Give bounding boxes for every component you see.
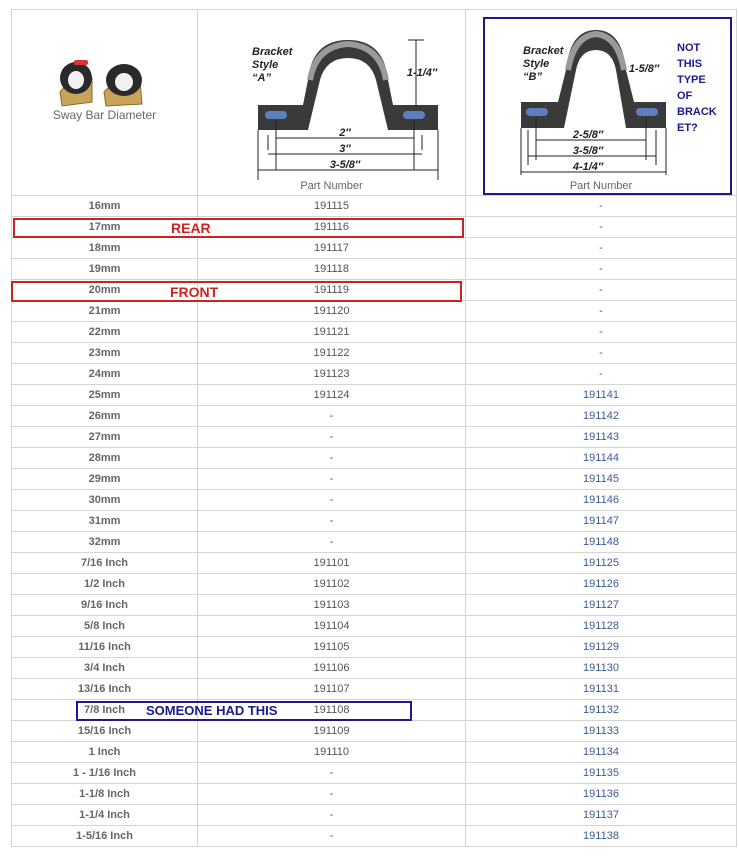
diameter-cell: 1-5/16 Inch	[12, 826, 198, 847]
table-row	[12, 637, 737, 658]
table-row	[12, 259, 737, 280]
table-row	[12, 805, 737, 826]
bracket-b-part-cell: 191142	[466, 406, 737, 427]
table-row	[12, 763, 737, 784]
bracket-b-part-cell: 191131	[466, 679, 737, 700]
bracket-b-title-1: Bracket	[523, 45, 564, 57]
table-row	[12, 553, 737, 574]
bracket-b-part-cell: 191136	[466, 784, 737, 805]
bracket-b-part-cell: -	[466, 343, 737, 364]
diameter-cell: 17mm	[12, 217, 198, 238]
diameter-cell: 11/16 Inch	[12, 637, 198, 658]
bracket-a-part-cell: -	[198, 763, 466, 784]
diameter-cell: 1/2 Inch	[12, 574, 198, 595]
table-row	[12, 700, 737, 721]
bracket-b-part-cell: 191128	[466, 616, 737, 637]
bracket-b-part-cell: 191135	[466, 763, 737, 784]
bracket-b-part-cell: -	[466, 196, 737, 217]
diameter-cell: 32mm	[12, 532, 198, 553]
table-row	[12, 616, 737, 637]
diameter-cell: 27mm	[12, 427, 198, 448]
bracket-b-part-cell: -	[466, 322, 737, 343]
bracket-a-title-3: “A”	[252, 72, 271, 84]
someone-annotation: SOMEONE HAD THIS	[146, 703, 278, 718]
bracket-a-part-cell: 191108	[198, 700, 466, 721]
bracket-a-part-cell: 191116	[198, 217, 466, 238]
bracket-a-part-cell: -	[198, 427, 466, 448]
note-line-3: TYPE	[677, 74, 706, 86]
bracket-a-part-cell: 191106	[198, 658, 466, 679]
bracket-b-title-2: Style	[523, 58, 550, 70]
bracket-b-part-cell: -	[466, 364, 737, 385]
bracket-style-a-diagram	[198, 10, 465, 180]
note-line-2: THIS	[677, 58, 703, 70]
note-line-5: BRACK	[677, 106, 717, 118]
table-body	[12, 196, 737, 847]
bracket-a-part-cell: 191107	[198, 679, 466, 700]
table-row	[12, 826, 737, 847]
bracket-a-part-cell: -	[198, 448, 466, 469]
bracket-a-height-label: 1-1/4″	[406, 67, 438, 79]
bracket-b-part-cell: 191132	[466, 700, 737, 721]
bracket-a-part-cell: -	[198, 511, 466, 532]
diameter-cell: 20mm	[12, 280, 198, 301]
diameter-cell: 28mm	[12, 448, 198, 469]
diameter-cell: 1-1/4 Inch	[12, 805, 198, 826]
note-line-1: NOT	[677, 42, 701, 54]
note-line-4: OF	[677, 90, 693, 102]
diameter-cell: 7/8 Inch	[12, 700, 198, 721]
diameter-cell: 7/16 Inch	[12, 553, 198, 574]
bracket-b-part-cell: 191146	[466, 490, 737, 511]
bracket-a-part-cell: 191120	[198, 301, 466, 322]
table-row	[12, 574, 737, 595]
rear-annotation: REAR	[171, 220, 211, 236]
bracket-b-part-cell: -	[466, 238, 737, 259]
bracket-b-part-cell: 191125	[466, 553, 737, 574]
diameter-cell: 16mm	[12, 196, 198, 217]
bracket-a-part-cell: 191118	[198, 259, 466, 280]
diameter-cell: 13/16 Inch	[12, 679, 198, 700]
diameter-cell: 21mm	[12, 301, 198, 322]
bracket-a-dim-3: 3-5/8″	[329, 159, 361, 171]
bracket-b-part-cell: 191137	[466, 805, 737, 826]
bracket-b-part-cell: -	[466, 301, 737, 322]
bracket-b-part-cell: 191134	[466, 742, 737, 763]
header-bracket-a-cell	[198, 10, 466, 196]
part-number-label-a: Part Number	[300, 180, 363, 192]
diameter-cell: 26mm	[12, 406, 198, 427]
table-row	[12, 595, 737, 616]
bracket-a-part-cell: 191109	[198, 721, 466, 742]
bracket-b-part-cell: -	[466, 259, 737, 280]
diameter-cell: 25mm	[12, 385, 198, 406]
table-row	[12, 448, 737, 469]
table-row	[12, 406, 737, 427]
bracket-a-part-cell: 191104	[198, 616, 466, 637]
bracket-a-part-cell: 191121	[198, 322, 466, 343]
bracket-a-part-cell: -	[198, 406, 466, 427]
diameter-cell: 15/16 Inch	[12, 721, 198, 742]
bracket-b-part-cell: 191133	[466, 721, 737, 742]
bracket-b-part-cell: 191147	[466, 511, 737, 532]
bracket-b-dim-1: 2-5/8″	[572, 129, 604, 141]
table-row	[12, 364, 737, 385]
header-sway-bar-cell	[12, 10, 198, 196]
bracket-a-part-cell: -	[198, 532, 466, 553]
diameter-cell: 5/8 Inch	[12, 616, 198, 637]
bracket-b-part-cell: -	[466, 217, 737, 238]
bracket-a-part-cell: 191101	[198, 553, 466, 574]
bracket-a-part-cell: 191110	[198, 742, 466, 763]
bracket-b-part-cell: -	[466, 280, 737, 301]
bracket-a-part-cell: 191119	[198, 280, 466, 301]
diameter-cell: 9/16 Inch	[12, 595, 198, 616]
table-row	[12, 532, 737, 553]
bracket-a-dim-2: 3″	[339, 143, 351, 155]
bracket-b-part-cell: 191126	[466, 574, 737, 595]
table-row	[12, 721, 737, 742]
table-row	[12, 196, 737, 217]
front-annotation: FRONT	[170, 284, 219, 300]
note-line-6: ET?	[677, 122, 698, 134]
bracket-b-part-cell: 191143	[466, 427, 737, 448]
bracket-a-part-cell: 191105	[198, 637, 466, 658]
table-row	[12, 427, 737, 448]
bracket-a-part-cell: 191115	[198, 196, 466, 217]
bracket-b-dim-2: 3-5/8″	[572, 145, 604, 157]
table-row	[12, 490, 737, 511]
bracket-b-part-cell: 191138	[466, 826, 737, 847]
bracket-a-part-cell: -	[198, 826, 466, 847]
bracket-b-height-label: 1-5/8″	[628, 63, 660, 75]
table-row	[12, 322, 737, 343]
table-row	[12, 238, 737, 259]
bracket-b-part-cell: 191141	[466, 385, 737, 406]
diameter-cell: 30mm	[12, 490, 198, 511]
table-row	[12, 301, 737, 322]
bracket-a-part-cell: 191117	[198, 238, 466, 259]
bracket-b-title-3: “B”	[523, 71, 542, 83]
bracket-b-part-cell: 191129	[466, 637, 737, 658]
bracket-a-part-cell: 191124	[198, 385, 466, 406]
diameter-cell: 23mm	[12, 343, 198, 364]
bracket-b-part-cell: 191127	[466, 595, 737, 616]
diameter-cell: 31mm	[12, 511, 198, 532]
bracket-b-part-cell: 191148	[466, 532, 737, 553]
bracket-b-part-cell: 191145	[466, 469, 737, 490]
bracket-a-title-1: Bracket	[252, 46, 293, 58]
diameter-cell: 3/4 Inch	[12, 658, 198, 679]
table-row	[12, 784, 737, 805]
bracket-b-part-cell: 191130	[466, 658, 737, 679]
part-number-label-b: Part Number	[569, 180, 633, 192]
diameter-cell: 1 - 1/16 Inch	[12, 763, 198, 784]
bracket-a-part-cell: -	[198, 784, 466, 805]
table-row	[12, 343, 737, 364]
diameter-cell: 24mm	[12, 364, 198, 385]
bracket-a-part-cell: -	[198, 469, 466, 490]
bracket-b-dim-3: 4-1/4″	[572, 161, 604, 173]
bracket-a-part-cell: -	[198, 805, 466, 826]
table-row	[12, 742, 737, 763]
bracket-a-title-2: Style	[252, 59, 279, 71]
table-row	[12, 511, 737, 532]
table-row	[12, 217, 737, 238]
diameter-cell: 1-1/8 Inch	[12, 784, 198, 805]
diameter-cell: 18mm	[12, 238, 198, 259]
bracket-b-part-cell: 191144	[466, 448, 737, 469]
table-row	[12, 469, 737, 490]
table-row	[12, 658, 737, 679]
table-row	[12, 280, 737, 301]
bracket-a-part-cell: 191102	[198, 574, 466, 595]
sway-bar-diameter-label: Sway Bar Diameter	[52, 108, 157, 122]
table-row	[12, 679, 737, 700]
bracket-a-part-cell: 191123	[198, 364, 466, 385]
diameter-cell: 22mm	[12, 322, 198, 343]
diameter-cell: 19mm	[12, 259, 198, 280]
diameter-cell: 29mm	[12, 469, 198, 490]
diameter-cell: 1 Inch	[12, 742, 198, 763]
bracket-a-part-cell: -	[198, 490, 466, 511]
bracket-a-dim-1: 2″	[339, 127, 351, 139]
not-this-bracket-note	[677, 40, 727, 136]
table-row	[12, 385, 737, 406]
bracket-a-part-cell: 191103	[198, 595, 466, 616]
bracket-a-part-cell: 191122	[198, 343, 466, 364]
